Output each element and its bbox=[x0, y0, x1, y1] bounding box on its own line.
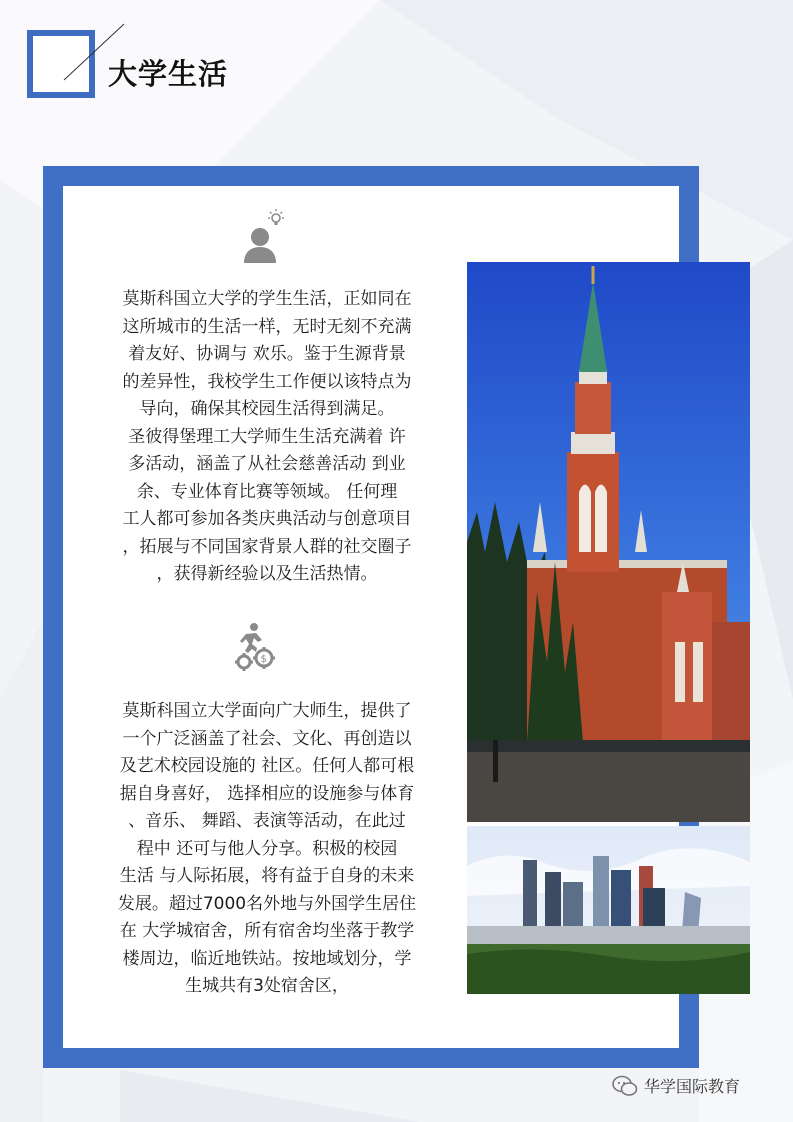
text-line: 这所城市的生活一样，无时无刻不充满 bbox=[122, 316, 412, 337]
text-line: 楼周边，临近地铁站。按地域划分，学 bbox=[122, 948, 412, 969]
text-line: 余、专业体育比赛等领域。 任何理 bbox=[136, 481, 398, 502]
text-line: 发展。超过7000名外地与外国学生居住 bbox=[117, 893, 417, 914]
text-line: 据自身喜好， 选择相应的设施参与体育 bbox=[119, 783, 415, 804]
text-line: 程中 还可与他人分享。积极的校园 bbox=[136, 838, 398, 859]
facilities-paragraph bbox=[72, 698, 462, 1001]
svg-text:$: $ bbox=[260, 654, 267, 665]
kremlin-tower-photo bbox=[467, 262, 750, 822]
student-bulb-icon bbox=[240, 207, 288, 263]
text-line: 导向，确保其校园生活得到满足。 bbox=[139, 399, 395, 419]
text-line: 、音乐、 舞蹈、表演等活动，在此过 bbox=[128, 811, 406, 831]
wechat-watermark bbox=[612, 1074, 740, 1097]
watermark-text: 华学国际教育 bbox=[644, 1077, 741, 1096]
text-line: 着友好、协调与 欢乐。鉴于生源背景 bbox=[128, 344, 406, 364]
text-line: ，获得新经验以及生活热情。 bbox=[156, 564, 378, 584]
text-line: 生城共有3处宿舍区， bbox=[185, 976, 349, 996]
text-line: 在 大学城宿舍，所有宿舍均坐落于教学 bbox=[119, 921, 415, 941]
text-line: 莫斯科国立大学面向广大师生，提供了 bbox=[122, 701, 412, 721]
text-line: 的差异性，我校学生工作便以该特点为 bbox=[122, 371, 412, 392]
moscow-city-skyline-photo bbox=[467, 826, 750, 994]
text-line: 莫斯科国立大学的学生生活，正如同在 bbox=[122, 289, 412, 309]
intro-paragraph bbox=[72, 286, 462, 589]
text-line: 一个广泛涵盖了社会、文化、再创造以 bbox=[122, 728, 412, 749]
text-line: 多活动，涵盖了从社会慈善活动 到业 bbox=[128, 454, 406, 474]
text-line: 生活 与人际拓展，将有益于自身的未来 bbox=[119, 866, 415, 886]
text-line: 圣彼得堡理工大学师生生活充满着 许 bbox=[128, 426, 406, 447]
text-line: 及艺术校园设施的 社区。任何人都可根 bbox=[119, 756, 415, 776]
wechat-icon bbox=[612, 1075, 638, 1097]
text-line: ，拓展与不同国家背景人群的社交圈子 bbox=[122, 536, 412, 557]
activity-gears-icon bbox=[232, 622, 280, 672]
page-title: 大学生活 bbox=[108, 57, 229, 91]
text-line: 工人都可参加各类庆典活动与创意项目 bbox=[122, 509, 412, 529]
